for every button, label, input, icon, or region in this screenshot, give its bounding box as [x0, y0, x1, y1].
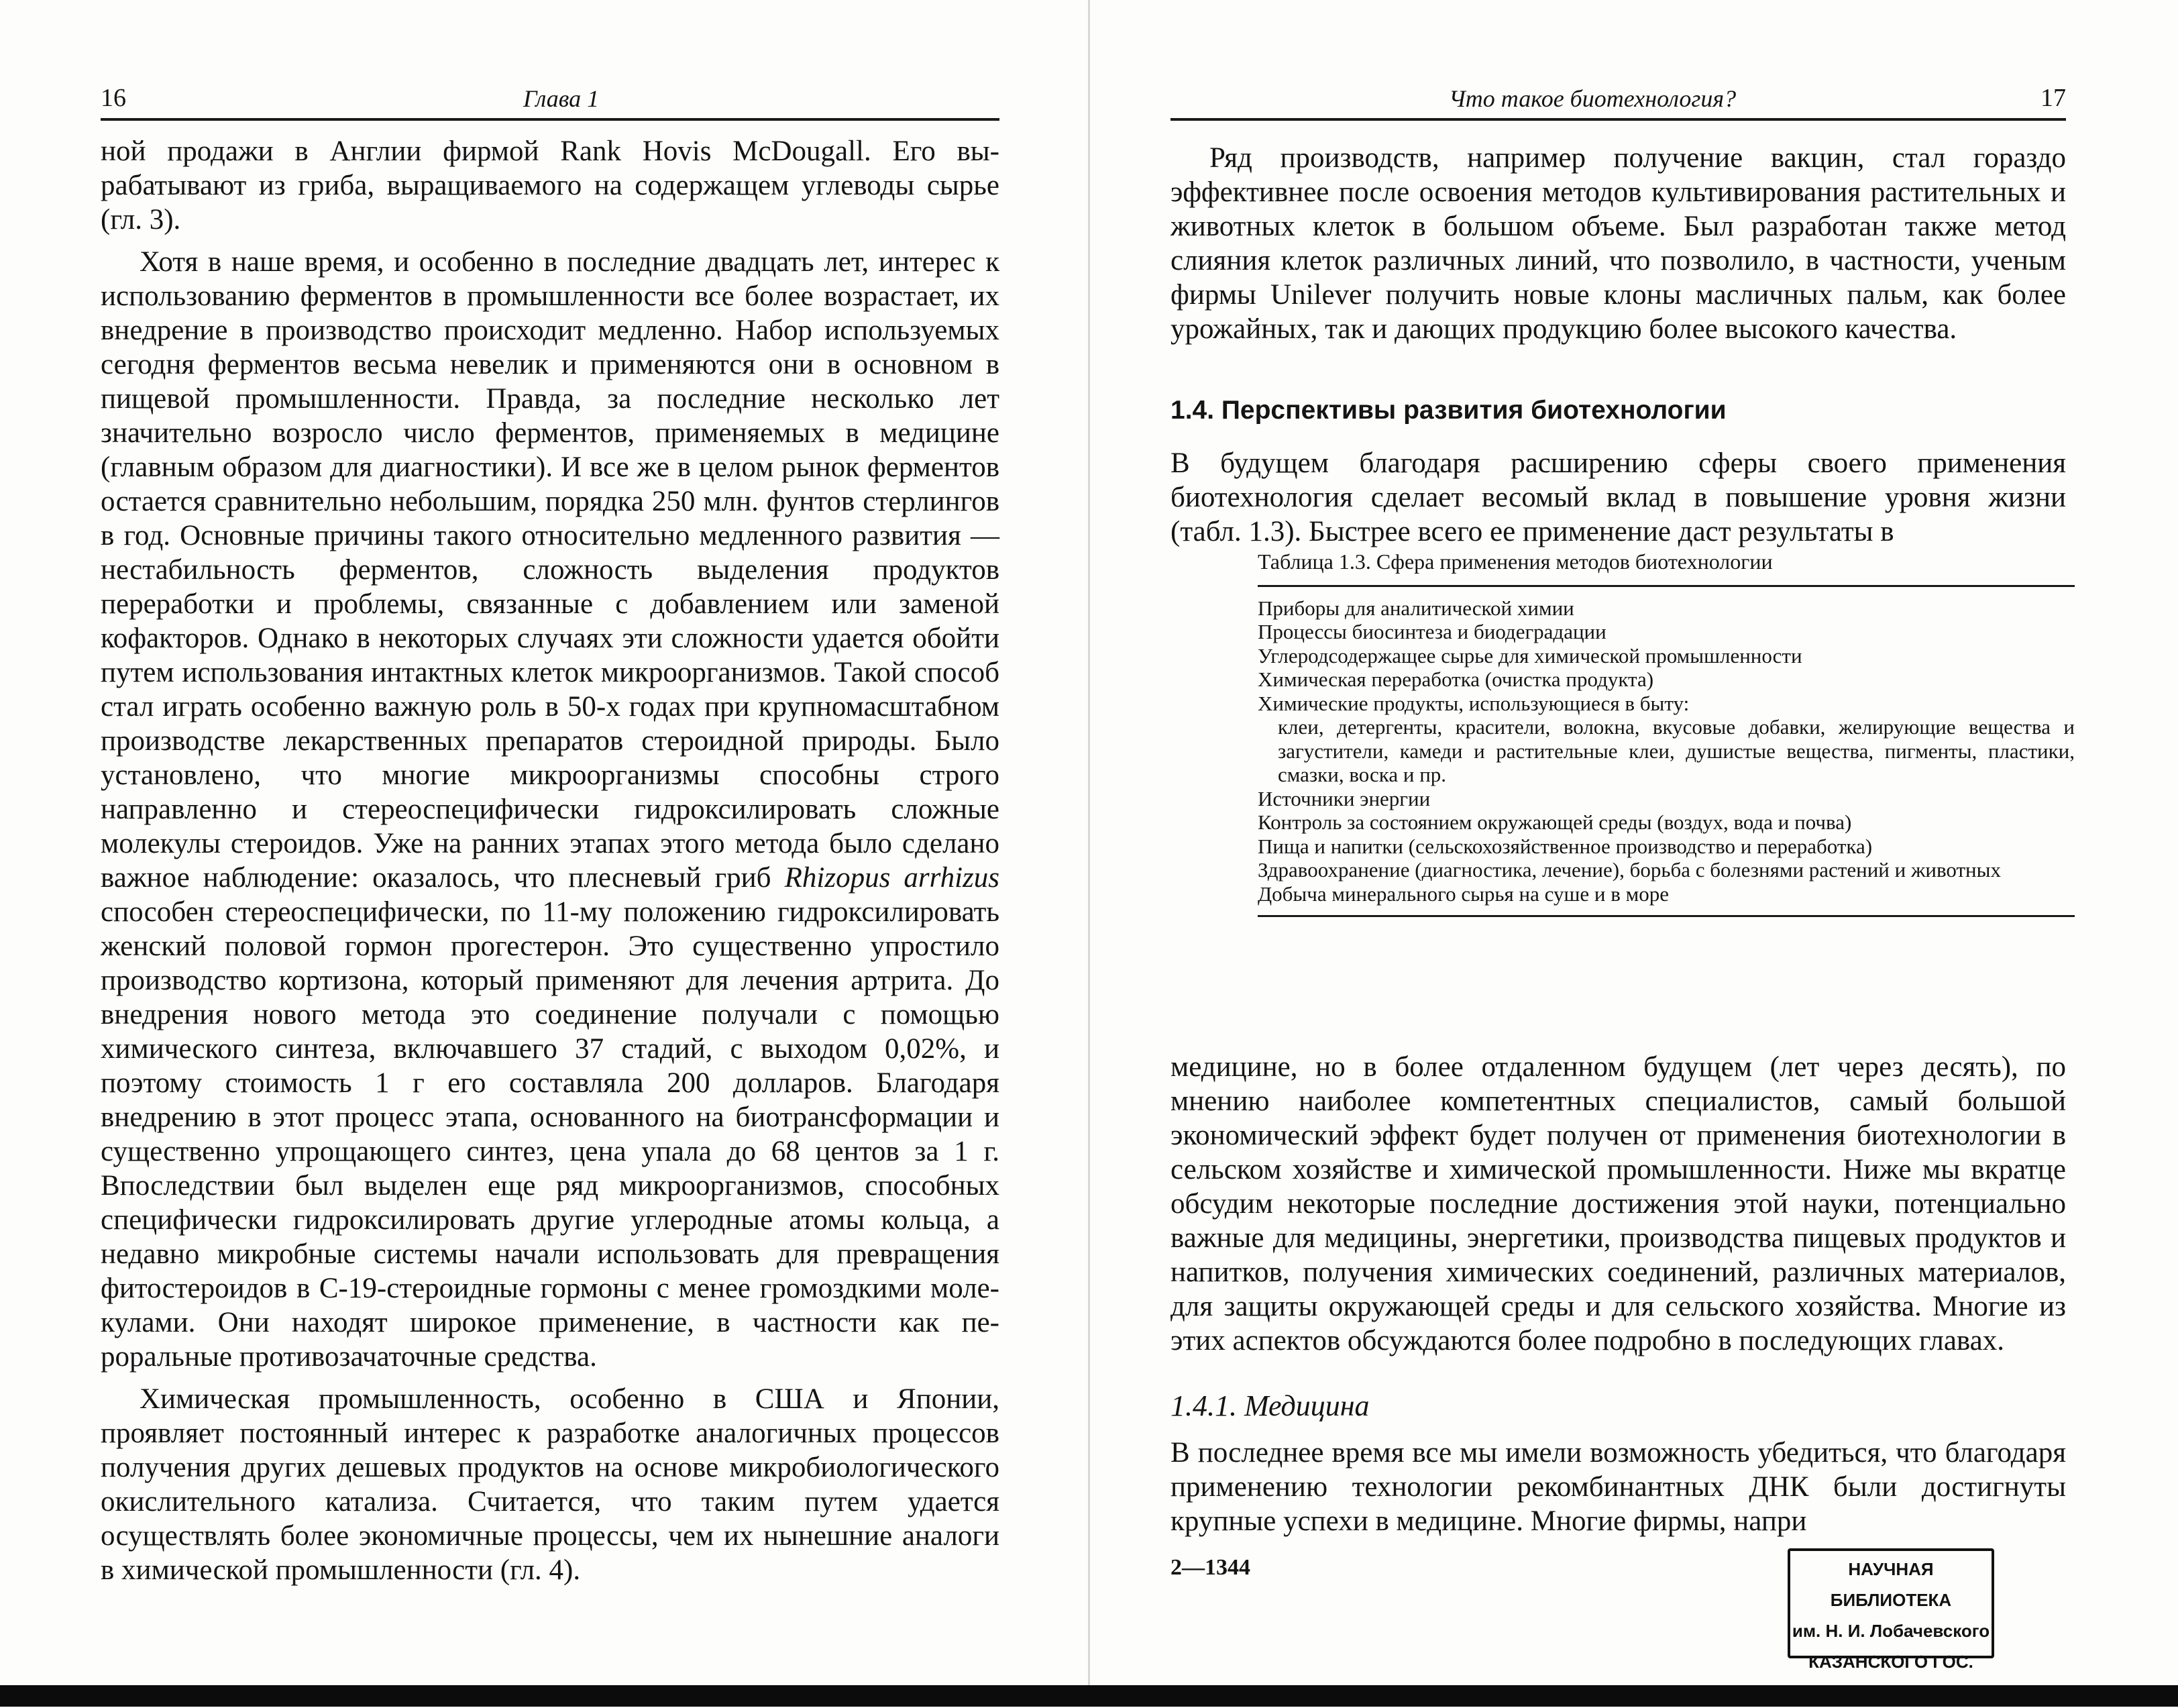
paragraph-text: способен стереоспецифически, по 11-му положению гидроксилировать женский половой гормон прогестерон. Это существенно упростило производство кортизона, который применяют для лечения артрита. До внедрения нового метода это соединение получали с помощью химического синтеза, включавшего 37 стадий, с выходом 0,02%, и поэтому стоимость 1 г его составляла 200 долларов. Благодаря внедрению в этот процесс этапа, основанного на биотрансформации и существенно упрощающего синтез, цена упала до 68 центов за 1 г. Впоследствии был выделен еще ряд микроорганизмов, способных специфически гидроксилировать другие углеродные атомы кольца, а недавно микробные системы начали использовать для превращения фитостероидов в С-19-стероидные гормоны с менее громоздкими молекулами. Они находят широкое применение, в частности как пероральные противозачаточные средства.	[101, 896, 999, 1373]
page-number: 17	[2040, 84, 2066, 112]
paragraph	[101, 245, 999, 1374]
stamp-line: им. Н. И. Лобачевского	[1792, 1621, 1990, 1641]
stamp-line: НАУЧНАЯ БИБЛИОТЕКА	[1830, 1559, 1952, 1610]
continuation-block	[1170, 1050, 2066, 1358]
left-page	[101, 0, 999, 1707]
table-item: Здравоохранение (диагностика, лечение), борьба с болезнями растений и животных	[1258, 858, 2001, 882]
running-header-left	[101, 79, 999, 121]
subsection-heading: 1.4.1. Медицина	[1170, 1389, 1370, 1422]
paragraph-text: Хотя в наше время, и особенно в последние двадцать лет, интерес к использованию ферментов в промышленности все более возрастает, их внедрение в производство происходит медленно. Набор используемых сегодня ферментов весьма невелик и применяются они в основном в пищевой промышленности. Правда, за последние несколько лет значительно возросло число ферментов, применяемых в медицине (главным образом для диагностики). И все же в целом рынок ферментов остается сравнительно небольшим, порядка 250 млн. фунтов стерлингов в год. Основные причины такого относительно медленного развития — нестабильность ферментов, сложность выделения продуктов переработки и проблемы, связанные с добавлением или заменой кофакторов. Однако в некоторых случаях эти сложности удается обойти путем использования интактных клеток микроорганизмов. Такой способ стал играть особенно важную роль в 50-х годах при крупномасштабном производстве лекарственных препаратов стероидной природы. Было установлено, что многие микроорганизмы способны строго направленно и стереоспецифически гидроксилировать сложные молекулы стероидов. Уже на ранних этапах этого метода было сделано важное наблюдение: оказалось, что плесневый гриб	[101, 246, 999, 894]
table-item: Добыча минерального сырья на суше и в море	[1258, 882, 1669, 906]
table-1-3	[1258, 550, 2075, 917]
intro-block	[1170, 141, 2066, 346]
running-head-title: Что такое биотехнология?	[1449, 85, 1737, 112]
stamp-line: КАЗАНСКОГО ГОС.	[1808, 1652, 1973, 1672]
paragraph: медицине, но в более отдаленном будущем (лет через десять), по мнению наиболее компетентных специалистов, самый большой экономический эффект будет получен от применения биотехнологии в сельском хозяйстве и химической промышленности. Ниже мы вкратце обсудим некоторые последние достижения этой науки, потенциально важные для медицины, энергетики, производства пищевых продуктов и напитков, получения химических соединений, различных материалов, для защиты окружающей среды и для сельского хозяйства. Многие из этих аспектов обсуждаются более подробно в последующих главах.	[1170, 1051, 2066, 1356]
paragraph: В последнее время все мы имели возможность убедиться, что благодаря применению технологии рекомбинантных ДНК были достигнуты крупные успехи в медицине. Многие фирмы, напри	[1170, 1437, 2066, 1537]
running-header-right	[1170, 79, 2066, 121]
signature-mark: 2—1344	[1170, 1555, 1250, 1580]
right-page	[1170, 0, 2075, 1707]
section-intro-block	[1170, 446, 2066, 549]
running-head-title: Глава 1	[523, 85, 600, 112]
binding-edge	[0, 1685, 2178, 1707]
table-bottom-rule	[1258, 915, 2075, 917]
paragraph: В будущем благодаря расширению сферы своего применения биотехнология сделает весомый вклад в повышение уровня жизни (табл. 1.3). Быстрее всего ее применение даст результаты в	[1170, 447, 2066, 547]
table-item: Углеродсодержащее сырье для химической промышленности	[1258, 643, 1802, 668]
table-item: Контроль за состоянием окружающей среды (воздух, вода и почва)	[1258, 810, 1852, 834]
library-stamp	[1788, 1548, 1994, 1672]
table-item: Химическая переработка (очистка продукта)	[1258, 668, 1654, 691]
table-list	[1258, 587, 2075, 916]
page-number: 16	[101, 84, 126, 112]
table-item: Пища и напитки (сельскохозяйственное производство и переработка)	[1258, 834, 1873, 858]
table-item: Процессы биосинтеза и биодеградации	[1258, 620, 1607, 643]
paragraph: ной продажи в Англии фирмой Rank Hovis McDougall. Его вырабатывают из гриба, выращиваемого на содержащем углеводы сырье (гл. 3).	[101, 136, 999, 235]
table-item: Источники энергии	[1258, 786, 1431, 810]
paragraph: Химическая промышленность, особенно в США и Японии, проявляет постоянный интерес к разработке аналогичных процессов получения других дешевых продуктов на основе микробиологического окислительного катализа. Считается, что таким путем удается осуществлять более экономичные процессы, чем их нынешние аналоги в химической промышленности (гл. 4).	[101, 1383, 999, 1586]
table-caption: Таблица 1.3. Сфера применения методов биотехнологии	[1258, 549, 1773, 574]
subsection-block	[1170, 1436, 2066, 1538]
left-page-body	[101, 134, 999, 1587]
section-heading: 1.4. Перспективы развития биотехнологии	[1170, 396, 1727, 425]
table-item: Приборы для аналитической химии	[1258, 596, 1574, 620]
table-item: Химические продукты, использующиеся в быту:	[1258, 691, 1690, 715]
species-name: Rhizopus arrhizus	[784, 862, 999, 894]
paragraph: Ряд производств, например получение вакцин, стал гораздо эффективнее после освоения методов культивирования растительных и животных клеток в большом объеме. Был разработан также метод слияния клеток различных линий, что позволило, в частности, ученым фирмы Unilever получить новые клоны масличных пальм, как более урожайных, так и дающих продукцию более высокого качества.	[1170, 142, 2066, 345]
table-subitem: клеи, детергенты, красители, волокна, вкусовые добавки, желирующие вещества и загустители, камеди и растительные клеи, душистые вещества, пигменты, пластики, смазки, воска и пр.	[1278, 715, 2075, 786]
page-gutter	[1088, 0, 1090, 1707]
